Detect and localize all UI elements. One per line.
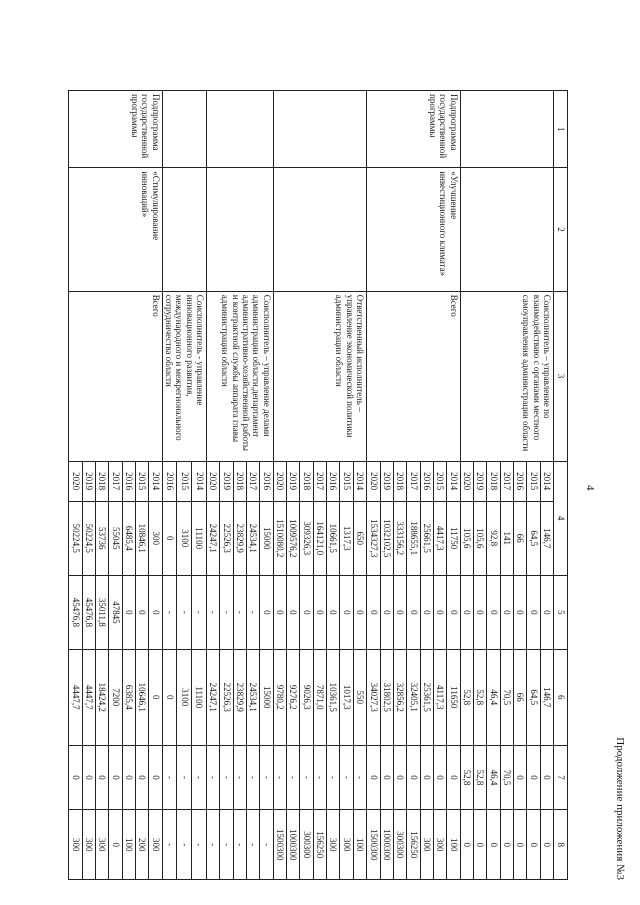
value-cell: 46,4 — [487, 745, 500, 810]
value-cell: 0 — [162, 649, 177, 745]
value-cell: 4447,7 — [82, 649, 95, 745]
column-header: 8 — [554, 810, 568, 880]
executor-cell: Соисполнитель – управление делами администрации области,департамент административно-хозяйственной работы и контрактной службы аппарата главы администрации области — [207, 291, 274, 461]
year-cell: 2020 — [207, 461, 220, 501]
value-cell: 105,6 — [460, 501, 473, 575]
value-cell: 333156,2 — [393, 501, 406, 575]
value-cell: 34027,3 — [367, 649, 380, 745]
column-header: 7 — [554, 745, 568, 810]
value-cell: 0 — [513, 575, 526, 649]
table-row — [353, 91, 366, 880]
value-cell: 1317,3 — [340, 501, 353, 575]
value-cell: 1032102,5 — [380, 501, 393, 575]
value-cell: 1009576,2 — [287, 501, 300, 575]
year-cell: 2019 — [82, 461, 95, 501]
value-cell: - — [233, 575, 246, 649]
value-cell: - — [273, 745, 286, 810]
value-cell: 0 — [393, 575, 406, 649]
value-cell: - — [340, 745, 353, 810]
value-cell: 0 — [540, 745, 553, 810]
value-cell: 164121,0 — [313, 501, 326, 575]
value-cell: 0 — [460, 810, 473, 880]
value-cell: 100 — [353, 810, 366, 880]
column-header: 6 — [554, 649, 568, 745]
table-row — [540, 91, 553, 880]
value-cell: - — [247, 810, 260, 880]
value-cell: 4417,3 — [433, 501, 446, 575]
program-type-cell: Подпрограмма государственной программы — [69, 91, 162, 168]
program-name-cell — [273, 168, 366, 292]
column-header: 4 — [554, 461, 568, 575]
value-cell: 0 — [473, 810, 486, 880]
value-cell: 9276,2 — [287, 649, 300, 745]
value-cell: 64,5 — [527, 501, 540, 575]
value-cell: 1500300 — [273, 810, 286, 880]
value-cell: 0 — [447, 745, 460, 810]
column-header: 3 — [554, 291, 568, 461]
program-name-cell — [207, 168, 274, 292]
value-cell: 6385,4 — [122, 649, 135, 745]
column-header: 5 — [554, 575, 568, 649]
value-cell: 0 — [433, 575, 446, 649]
value-cell: 1000300 — [380, 810, 393, 880]
value-cell: 0 — [260, 575, 273, 649]
value-cell: 52,8 — [460, 745, 473, 810]
year-cell: 2018 — [487, 461, 500, 501]
value-cell: 24534,1 — [247, 649, 260, 745]
value-cell: 50224,5 — [69, 501, 82, 575]
value-cell: - — [207, 575, 220, 649]
table-body — [69, 91, 554, 880]
year-cell: 2019 — [473, 461, 486, 501]
value-cell: 141 — [500, 501, 513, 575]
value-cell: 300 — [433, 810, 446, 880]
value-cell: - — [207, 810, 220, 880]
value-cell: 0 — [109, 810, 122, 880]
value-cell: 300 — [420, 810, 433, 880]
year-cell: 2018 — [95, 461, 108, 501]
value-cell: 11750 — [447, 501, 460, 575]
value-cell: 0 — [527, 575, 540, 649]
program-name-cell: «Улучшение инвестиционного климата» — [367, 168, 460, 292]
value-cell: 92,8 — [487, 501, 500, 575]
year-cell: 2016 — [122, 461, 135, 501]
value-cell: - — [353, 745, 366, 810]
value-cell: 66 — [513, 649, 526, 745]
year-cell: 2015 — [527, 461, 540, 501]
value-cell: - — [327, 745, 340, 810]
value-cell: - — [192, 810, 207, 880]
value-cell: 300 — [149, 501, 162, 575]
value-cell: 156250 — [313, 810, 326, 880]
year-cell: 2015 — [177, 461, 192, 501]
value-cell: 100 — [447, 810, 460, 880]
value-cell: 11100 — [192, 501, 207, 575]
executor-cell: Всего — [367, 291, 460, 461]
value-cell: 300 — [69, 810, 82, 880]
value-cell: 9026,3 — [300, 649, 313, 745]
budget-table — [68, 90, 568, 880]
year-cell: 2017 — [247, 461, 260, 501]
year-cell: 2017 — [500, 461, 513, 501]
value-cell: 0 — [327, 575, 340, 649]
value-cell: 31802,5 — [380, 649, 393, 745]
value-cell: 0 — [393, 745, 406, 810]
value-cell: 23829,9 — [233, 501, 246, 575]
value-cell: 1534327,3 — [367, 501, 380, 575]
year-cell: 2017 — [407, 461, 420, 501]
value-cell: 0 — [447, 575, 460, 649]
value-cell: - — [247, 575, 260, 649]
executor-cell: Ответственный исполнитель – управление экономической политики администрации области — [273, 291, 366, 461]
value-cell: 52,8 — [473, 745, 486, 810]
value-cell: 309326,3 — [300, 501, 313, 575]
value-cell: 52,8 — [473, 649, 486, 745]
value-cell: 18424,2 — [95, 649, 108, 745]
year-cell: 2015 — [433, 461, 446, 501]
value-cell: 0 — [69, 745, 82, 810]
value-cell: 10361,5 — [327, 649, 340, 745]
executor-cell: Соисполнитель – управление по взаимодействию с органами местного самоуправления администрации области — [460, 291, 553, 461]
value-cell: 70,5 — [500, 649, 513, 745]
value-cell: 0 — [273, 575, 286, 649]
year-cell: 2015 — [340, 461, 353, 501]
program-name-cell — [162, 168, 206, 292]
value-cell: 1500300 — [367, 810, 380, 880]
year-cell: 2014 — [192, 461, 207, 501]
value-cell: 55045 — [109, 501, 122, 575]
value-cell: - — [313, 745, 326, 810]
value-cell: 156250 — [407, 810, 420, 880]
value-cell: 32405,1 — [407, 649, 420, 745]
value-cell: 70,5 — [500, 745, 513, 810]
value-cell: - — [233, 745, 246, 810]
appendix-note: Продолжение приложения №3 — [614, 737, 626, 880]
table-row — [192, 91, 207, 880]
value-cell: - — [260, 810, 273, 880]
value-cell: 0 — [407, 745, 420, 810]
value-cell: 300 — [95, 810, 108, 880]
value-cell: 53736 — [95, 501, 108, 575]
value-cell: 15000 — [260, 649, 273, 745]
year-cell: 2014 — [353, 461, 366, 501]
value-cell: 0 — [122, 575, 135, 649]
table-row — [149, 91, 162, 880]
value-cell: 52,8 — [460, 649, 473, 745]
value-cell: 0 — [527, 745, 540, 810]
year-cell: 2014 — [540, 461, 553, 501]
year-cell: 2017 — [109, 461, 122, 501]
value-cell: 100 — [122, 810, 135, 880]
year-cell: 2016 — [260, 461, 273, 501]
value-cell: 300 — [149, 810, 162, 880]
value-cell: 0 — [367, 745, 380, 810]
value-cell: - — [162, 575, 177, 649]
year-cell: 2014 — [149, 461, 162, 501]
program-name-cell — [460, 168, 553, 292]
value-cell: - — [247, 745, 260, 810]
year-cell: 2016 — [420, 461, 433, 501]
year-cell: 2019 — [220, 461, 233, 501]
value-cell: 0 — [380, 575, 393, 649]
value-cell: 0 — [149, 575, 162, 649]
value-cell: 550 — [353, 649, 366, 745]
value-cell: 9780,2 — [273, 649, 286, 745]
value-cell: - — [192, 745, 207, 810]
program-type-cell — [162, 91, 206, 168]
value-cell: 32856,2 — [393, 649, 406, 745]
value-cell: 0 — [513, 810, 526, 880]
value-cell: - — [177, 745, 192, 810]
value-cell: 64,5 — [527, 649, 540, 745]
year-cell: 2016 — [162, 461, 177, 501]
value-cell: 146,7 — [540, 501, 553, 575]
value-cell: 200 — [136, 810, 149, 880]
program-name-cell: «Стимулирование инноваций» — [69, 168, 162, 292]
year-cell: 2019 — [380, 461, 393, 501]
year-cell: 2017 — [313, 461, 326, 501]
value-cell: 0 — [109, 745, 122, 810]
year-cell: 2020 — [69, 461, 82, 501]
value-cell: 0 — [420, 745, 433, 810]
value-cell: 7871,0 — [313, 649, 326, 745]
year-cell: 2016 — [327, 461, 340, 501]
year-cell: 2015 — [136, 461, 149, 501]
value-cell: 0 — [380, 745, 393, 810]
value-cell: 3100 — [177, 649, 192, 745]
value-cell: 1510080,2 — [273, 501, 286, 575]
value-cell: 0 — [487, 575, 500, 649]
value-cell: 0 — [149, 745, 162, 810]
value-cell: - — [300, 745, 313, 810]
value-cell: 4117,3 — [433, 649, 446, 745]
program-type-cell — [460, 91, 553, 168]
value-cell: 650 — [353, 501, 366, 575]
year-cell: 2018 — [233, 461, 246, 501]
year-cell: 2020 — [460, 461, 473, 501]
value-cell: 0 — [460, 575, 473, 649]
value-cell: 0 — [95, 745, 108, 810]
value-cell: 25661,5 — [420, 501, 433, 575]
year-cell: 2020 — [367, 461, 380, 501]
value-cell: 25361,5 — [420, 649, 433, 745]
value-cell: 24247,1 — [207, 501, 220, 575]
value-cell: 300300 — [300, 810, 313, 880]
value-cell: 0 — [122, 745, 135, 810]
value-cell: 45476,8 — [82, 575, 95, 649]
table-row — [260, 91, 273, 880]
value-cell: - — [162, 745, 177, 810]
value-cell: 0 — [500, 575, 513, 649]
value-cell: 1000300 — [287, 810, 300, 880]
value-cell: 50224,5 — [82, 501, 95, 575]
program-type-cell — [273, 91, 366, 168]
value-cell: - — [260, 745, 273, 810]
value-cell: 23829,9 — [233, 649, 246, 745]
value-cell: 0 — [487, 810, 500, 880]
value-cell: 0 — [340, 575, 353, 649]
value-cell: 0 — [527, 810, 540, 880]
column-header: 1 — [554, 91, 568, 168]
year-cell: 2018 — [300, 461, 313, 501]
value-cell: - — [177, 575, 192, 649]
value-cell: 0 — [136, 745, 149, 810]
page-number: 4 — [584, 485, 596, 491]
program-type-cell — [207, 91, 274, 168]
year-cell: 2019 — [287, 461, 300, 501]
header-row — [554, 91, 568, 880]
value-cell: 11650 — [447, 649, 460, 745]
year-cell: 2020 — [273, 461, 286, 501]
year-cell: 2018 — [393, 461, 406, 501]
value-cell: 0 — [149, 649, 162, 745]
value-cell: 10661,5 — [327, 501, 340, 575]
value-cell: 24247,1 — [207, 649, 220, 745]
program-type-cell: Подпрограмма государственной программы — [367, 91, 460, 168]
value-cell: 1017,3 — [340, 649, 353, 745]
value-cell: 7200 — [109, 649, 122, 745]
value-cell: - — [207, 745, 220, 810]
value-cell: 146,7 — [540, 649, 553, 745]
value-cell: 0 — [433, 745, 446, 810]
value-cell: - — [220, 810, 233, 880]
value-cell: 4447,7 — [69, 649, 82, 745]
value-cell: 0 — [287, 575, 300, 649]
value-cell: 0 — [136, 575, 149, 649]
value-cell: 24534,1 — [247, 501, 260, 575]
value-cell: 3100 — [177, 501, 192, 575]
rotated-document — [70, 90, 626, 880]
value-cell: 188655,1 — [407, 501, 420, 575]
value-cell: - — [192, 575, 207, 649]
executor-cell: Соисполнитель - управление инновационного развития, международного и межрегионального сотрудничества области — [162, 291, 206, 461]
value-cell: 0 — [473, 575, 486, 649]
value-cell: 0 — [313, 575, 326, 649]
value-cell: - — [287, 745, 300, 810]
value-cell: 10846,1 — [136, 501, 149, 575]
value-cell: - — [220, 745, 233, 810]
value-cell: 0 — [300, 575, 313, 649]
value-cell: 300300 — [393, 810, 406, 880]
value-cell: 0 — [367, 575, 380, 649]
value-cell: - — [177, 810, 192, 880]
value-cell: 300 — [340, 810, 353, 880]
value-cell: 0 — [540, 810, 553, 880]
value-cell: 0 — [420, 575, 433, 649]
value-cell: 0 — [407, 575, 420, 649]
value-cell: 22526,3 — [220, 649, 233, 745]
value-cell: 22526,3 — [220, 501, 233, 575]
value-cell: 35011,8 — [95, 575, 108, 649]
column-header: 2 — [554, 168, 568, 292]
value-cell: 11100 — [192, 649, 207, 745]
value-cell: 300 — [82, 810, 95, 880]
value-cell: - — [233, 810, 246, 880]
value-cell: 45476,8 — [69, 575, 82, 649]
value-cell: 47845 — [109, 575, 122, 649]
value-cell: 0 — [162, 501, 177, 575]
value-cell: - — [220, 575, 233, 649]
value-cell: - — [162, 810, 177, 880]
table-row — [447, 91, 460, 880]
value-cell: 10646,1 — [136, 649, 149, 745]
executor-cell: Всего — [69, 291, 162, 461]
value-cell: 0 — [500, 810, 513, 880]
value-cell: 300 — [327, 810, 340, 880]
value-cell: 46,4 — [487, 649, 500, 745]
value-cell: 0 — [353, 575, 366, 649]
value-cell: 15000 — [260, 501, 273, 575]
value-cell: 0 — [513, 745, 526, 810]
value-cell: 66 — [513, 501, 526, 575]
value-cell: 0 — [540, 575, 553, 649]
year-cell: 2014 — [447, 461, 460, 501]
value-cell: 0 — [82, 745, 95, 810]
value-cell: 105,6 — [473, 501, 486, 575]
value-cell: 6485,4 — [122, 501, 135, 575]
year-cell: 2016 — [513, 461, 526, 501]
